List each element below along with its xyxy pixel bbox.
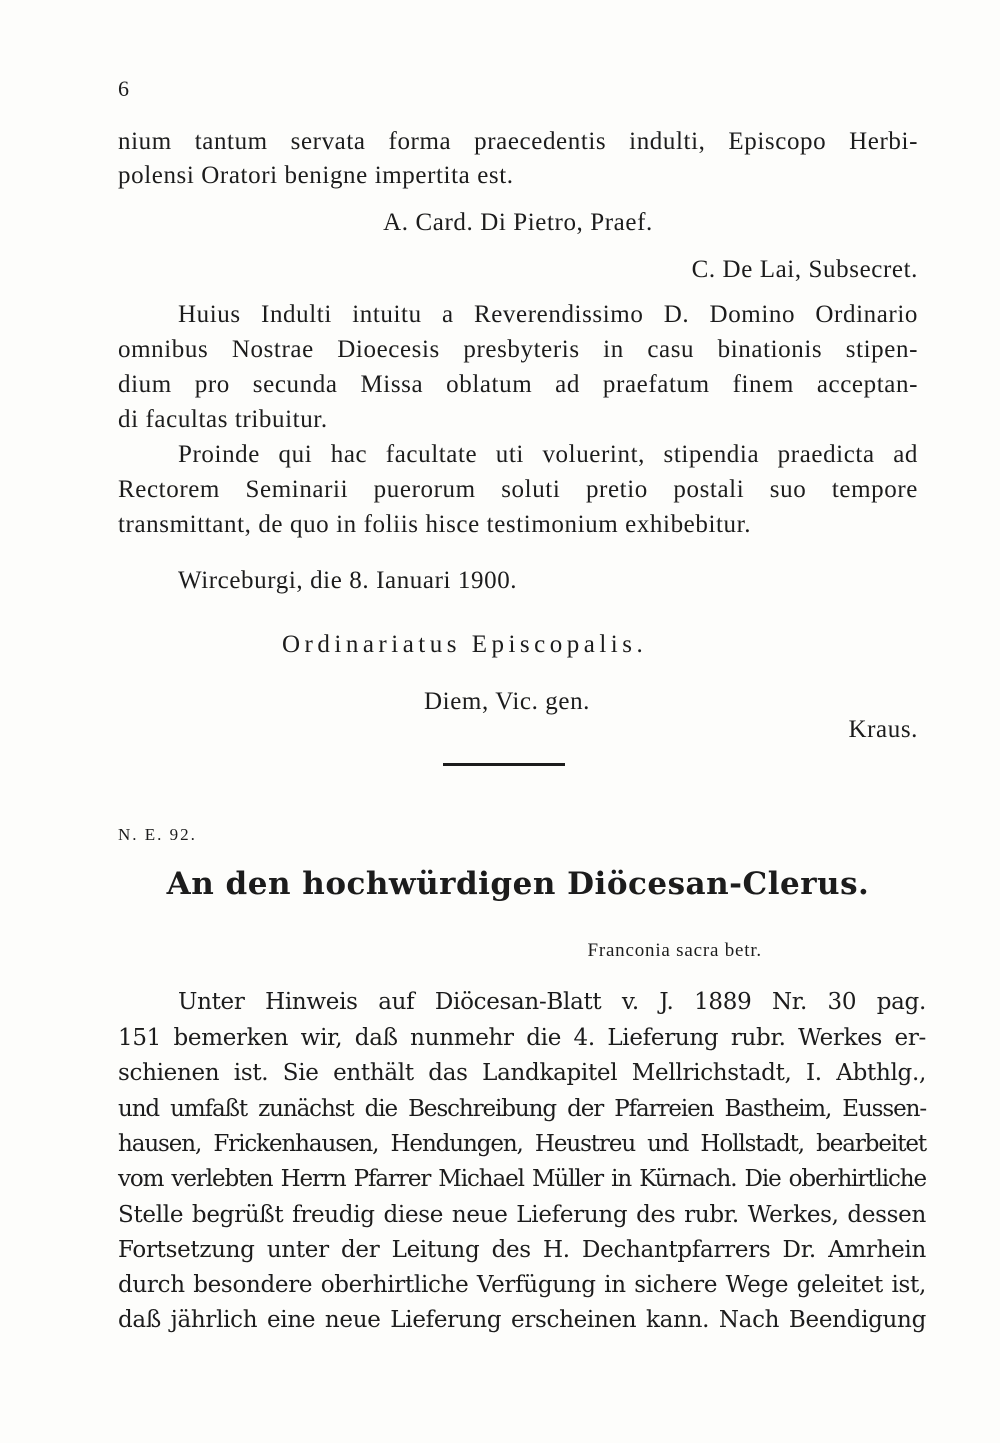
section-reference: N. E. 92. [118,825,197,844]
fraktur-line: Stelle begrüßt freudig diese neue Lieferung des rubr. Werkes, dessen [118,1202,926,1228]
fraktur-line: durch besondere oberhirtliche Verfügung in sichere Wege geleitet ist, [118,1272,926,1298]
fraktur-line: und umfaßt zunächst die Beschreibung der Pfarreien Bastheim, Eussen- [118,1096,926,1122]
signature-vicar: Diem, Vic. gen. [424,688,591,715]
signature-name: Kraus. [848,716,918,743]
signature-prefect: A. Card. Di Pietro, Praef. [383,209,653,236]
section-heading: An den hochwürdigen Diöcesan-Clerus. [166,866,870,902]
dateline: Wirceburgi, die 8. Ianuari 1900. [178,567,518,594]
paragraph2-line: Huius Indulti intuitu a Reverendissimo D. Domino Ordinario [178,301,918,328]
fraktur-line: Fortsetzung unter der Leitung des H. Dechantpfarrers Dr. Amrhein [118,1237,926,1263]
fraktur-line: daß jährlich eine neue Lieferung erscheinen kann. Nach Beendigung [118,1307,926,1333]
paragraph3-line: Rectorem Seminarii puerorum soluti pretio postali suo tempore [118,476,918,503]
fraktur-line: hausen, Frickenhausen, Hendungen, Heustreu und Hollstadt, bearbeitet [118,1131,926,1157]
signature-office: Ordinariatus Episcopalis. [282,631,648,658]
fraktur-line: vom verlebten Herrn Pfarrer Michael Müller in Kürnach. Die oberhirtliche [118,1166,926,1192]
fraktur-line: Unter Hinweis auf Diöcesan-Blatt v. J. 1889 Nr. 30 pag. [178,989,926,1015]
section-divider [443,763,565,766]
fraktur-line: 151 bemerken wir, daß nunmehr die 4. Lieferung rubr. Werkes er- [118,1025,926,1051]
paragraph2-line: omnibus Nostrae Dioecesis presbyteris in casu binationis stipen- [118,336,918,363]
signature-subsecretary: C. De Lai, Subsecret. [691,256,918,283]
paragraph2-line: dium pro secunda Missa oblatum ad praefatum finem acceptan- [118,371,918,398]
paragraph3-line: Proinde qui hac facultate uti voluerint, stipendia praedicta ad [178,441,918,468]
page-number: 6 [118,76,129,101]
fraktur-line: schienen ist. Sie enthält das Landkapitel Mellrichstadt, I. Abthlg., [118,1060,926,1086]
paragraph1-line: polensi Oratori benigne impertita est. [118,162,514,189]
paragraph1-line: nium tantum servata forma praecedentis indulti, Episcopo Herbi- [118,128,918,155]
paragraph2-line: di facultas tribuitur. [118,406,328,433]
section-subheading: Franconia sacra betr. [587,940,762,961]
paragraph3-line: transmittant, de quo in foliis hisce testimonium exhibebitur. [118,511,752,538]
